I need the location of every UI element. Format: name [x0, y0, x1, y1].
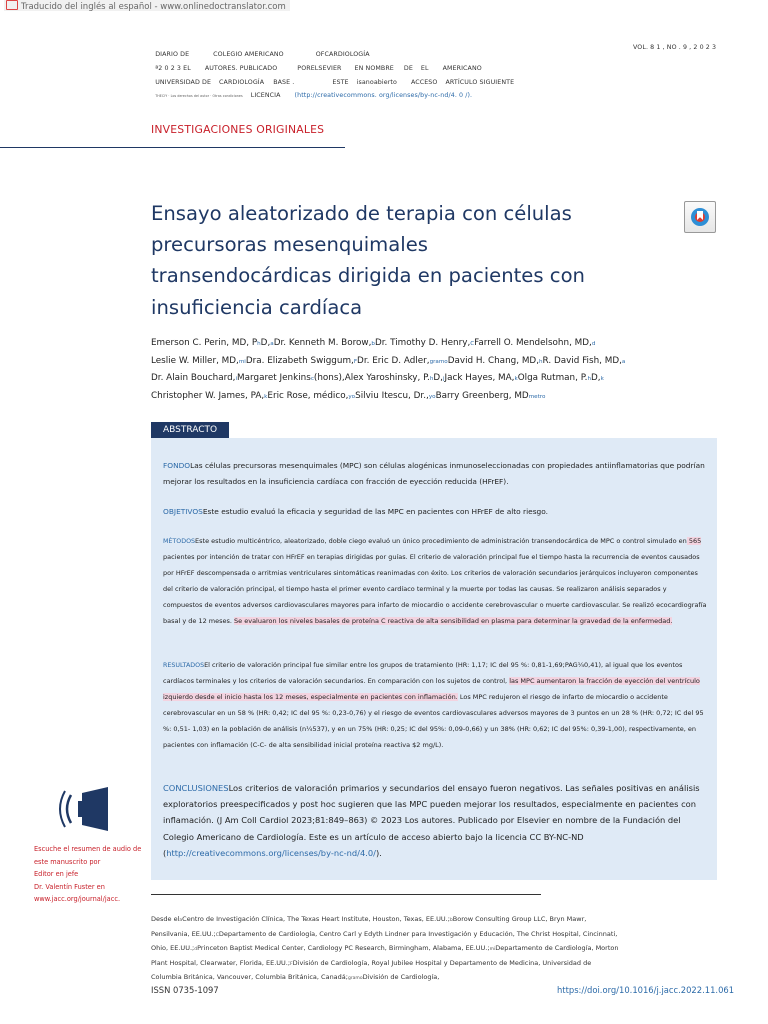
- author-name: Alex Yaroshinsky, P.: [344, 373, 430, 384]
- journal-header-line-4: [151, 85, 472, 99]
- section-divider: [0, 147, 345, 148]
- author-name: Dra. Elizabeth Swiggum,: [245, 355, 354, 366]
- issn: ISSN 0735-1097: [151, 985, 219, 995]
- header-text: isanoabierto: [356, 79, 397, 86]
- affiliation-text: División de Cardiología,: [362, 973, 440, 982]
- abstract-tag: ABSTRACTO: [151, 422, 229, 438]
- header-text: OFCARDIOLOGÍA: [315, 51, 370, 58]
- header-text: LICENCIA: [250, 92, 281, 99]
- author-affil[interactable]: b: [371, 341, 375, 347]
- journal-header-line-2: [151, 58, 482, 72]
- author-name: D,: [591, 373, 601, 384]
- license-link[interactable]: http://creativecommons.org/licenses/by-nc-nd/4.0/: [166, 847, 376, 858]
- audio-caption-line: Editor en jefe: [34, 870, 79, 879]
- affil-marker: gramo: [347, 976, 363, 982]
- author-affil[interactable]: yo: [348, 393, 356, 400]
- header-text: EN NOMBRE: [354, 65, 394, 72]
- affiliation-text: Princeton Baptist Medical Center, Cardiology PC Research, Birmingham, Alabama, EE.UU.;: [197, 944, 490, 953]
- header-tiny-text: THECIY · Los derechos del autor · Otras condiciones: [155, 94, 243, 98]
- speaker-icon[interactable]: [58, 787, 110, 831]
- author-name: Dr. Eric D. Adler,: [357, 355, 430, 366]
- affiliation-text: Departamento de Cardiología, Morton Plant Hospital, Clearwater, Florida, EE.UU.;: [151, 944, 619, 967]
- author-name: Silviu Itescu, Dr.,: [355, 390, 429, 401]
- author-affil[interactable]: yo: [428, 393, 436, 400]
- header-text: ESTE: [332, 79, 349, 86]
- author-affil[interactable]: i: [235, 376, 238, 383]
- affil-marker: a: [179, 918, 183, 923]
- abstract-text: pacientes por intención de tratar con HFrEF en terapias dirigidas por guías. El criterio de valoración principal fue el tiempo hasta la recurrencia de eventos causados por HFrEF descompensada o arritmias ventriculares sintomáticas reanimadas con éxito. Los criterios de valoración secundarios jerárquicos incluyeron componentes del criterio de valoración principal, el tiempo hasta el primer evento cardíaco terminal y la muerte por todas las causas. Se realizaron análisis separados y compuestos de eventos adversos cardiovasculares mayores para infarto de miocardio o accidente cerebrovascular o muerte cardiovascular. Se realizó ecocardiografía basal y de 12 meses.: [163, 552, 707, 625]
- author-name: Dr. Alain Bouchard,: [151, 373, 236, 384]
- author-affil[interactable]: c: [310, 376, 314, 383]
- author-name: D,: [260, 338, 271, 348]
- abstract-label: MÉTODOS: [163, 538, 196, 545]
- affil-marker: mi: [489, 947, 496, 953]
- author-name: Emerson C. Perin, MD, P: [151, 338, 258, 348]
- abstract-text: Los criterios de valoración primarios y secundarios del ensayo fueron negativos. Las señales positivas en análisis exploratorios preespecificados y post hoc sugieren que las MPC pueden mejorar los resultados, especialmente en pacientes con inflamación. (J Am Coll Cardiol 2023;81:849–863) © 2023 Los autores. Publicado por Elsevier en nombre de la Fundación del Colegio Americano de Cardiología. Este es un artículo de acceso abierto bajo la licencia CC BY-NC-ND (: [163, 783, 700, 858]
- author-affil[interactable]: mi: [238, 358, 246, 365]
- footnote-divider: [151, 894, 541, 895]
- author-affil: h: [257, 341, 261, 347]
- abstract-conclusions: [163, 780, 708, 861]
- highlight: las MPC aumentaron la fracción de eyección del ventrículo izquierdo desde el inicio hasta los 12 meses, especialmente en pacientes con inflamación.: [163, 676, 700, 701]
- author-name: David H. Chang, MD,: [447, 355, 539, 366]
- header-text: BASE .: [273, 79, 295, 86]
- highlight: 565: [686, 537, 702, 545]
- author-name: Farrell O. Mendelsohn, MD,: [474, 338, 592, 348]
- affil-marker: d: [194, 947, 198, 953]
- affil-marker: b: [449, 918, 453, 923]
- author-name: Dr. Kenneth M. Borow,: [273, 338, 372, 348]
- author-affil[interactable]: h: [429, 376, 434, 383]
- header-text: ACCESO: [410, 79, 438, 86]
- abstract-text: ).: [375, 847, 382, 858]
- author-name: Jack Hayes, MA,: [444, 373, 515, 384]
- author-affil[interactable]: j: [442, 376, 445, 383]
- author-name: R. David Fish, MD,: [542, 355, 622, 366]
- author-affil[interactable]: a: [621, 358, 626, 365]
- author-affil[interactable]: h: [539, 358, 543, 365]
- author-name: (hons),: [313, 373, 345, 384]
- header-text: CARDIOLOGÍA: [219, 79, 265, 86]
- header-text: EL: [420, 65, 429, 72]
- abstract-text: Las células precursoras mesenquimales (MPC) son células alogénicas inmunoseleccionadas con propiedades antiinflamatorias que podrían mejorar los resultados en la insuficiencia cardíaca con fracción de eyección reducida (HFrEF).: [163, 461, 705, 486]
- abstract-text: Este estudio multicéntrico, aleatorizado, doble ciego evaluó un único procedimiento de administración transendocárdica de MPC o control simulado en: [195, 537, 687, 545]
- journal-header-line-1: [151, 44, 370, 58]
- audio-caption[interactable]: [34, 843, 144, 906]
- affiliation-text: Desde el: [151, 915, 180, 923]
- abstract-objectives: [163, 504, 708, 520]
- author-name: Leslie W. Miller, MD,: [151, 355, 239, 366]
- affiliation-text: División de Cardiología, Royal Jubilee Hospital y Departamento de Medicina, Universidad de Columbia Británica, Vancouver, Columbia Británica, Canadá;: [151, 958, 592, 982]
- header-text: AUTORES. PUBLICADO: [204, 65, 278, 72]
- author-name: Eric Rose, médico,: [267, 390, 349, 401]
- audio-caption-line: Dr. Valentín Fuster en: [34, 882, 105, 891]
- author-line-4: [151, 388, 721, 406]
- abstract-text: Este estudio evaluó la eficacia y seguridad de las MPC en pacientes con HFrEF de alto riesgo.: [202, 507, 548, 516]
- translate-icon: [6, 0, 18, 10]
- author-affil[interactable]: h: [587, 376, 591, 383]
- author-list: [151, 335, 721, 405]
- abstract-label: CONCLUSIONES: [163, 783, 229, 793]
- abstract-background: [163, 458, 708, 490]
- affil-marker: F: [290, 961, 293, 967]
- header-text: DIARIO DE: [155, 51, 190, 58]
- header-text: ª2 0 2 3 EL: [155, 65, 191, 72]
- abstract-text: Los MPC redujeron el riesgo de infarto de miocardio o accidente cerebrovascular en un 58 % (HR: 0,42; IC del 95 %: 0,23-0,76) y el riesgo de eventos cardiovasculares adversos mayores de 3 puntos en un 28 % (HR: 0,72; IC del 95 %: 0,51- 1,03) en la población de análisis (n¼537), y en un 75% (HR: 0,25; IC del 95%: 0,09-0,66) y un 38% (HR: 0,62; IC del 95%: 0,39-1,00), respectivamente, en pacientes con inflamación (C-C- de alta sensibilidad inicial proteína reactiva $2 mg/L).: [163, 692, 704, 749]
- abstract-label: FONDO: [163, 461, 191, 470]
- bookmark-badge[interactable]: [684, 201, 716, 233]
- author-affil[interactable]: C: [470, 341, 475, 347]
- affiliations: [151, 913, 621, 986]
- abstract-text: El criterio de valoración principal fue similar entre los grupos de tratamiento (HR: 1,17; IC del 95 %: 0,81-1,69;PAG¼0,41), al igual que los eventos cardíacos terminales y los criterios de valoración secundarios. En comparación con los sujetos de control,: [163, 661, 683, 685]
- article-title: Ensayo aleatorizado de terapia con células precursoras mesenquimales transendocárdicas dirigida en pacientes con insuficiencia cardíaca: [151, 202, 585, 319]
- volume-info: VOL. 8 1 , NO . 9 , 2 0 2 3: [633, 44, 717, 51]
- header-text: ARTÍCULO SIGUIENTE: [445, 79, 515, 86]
- license-link[interactable]: (http://creativecommons. org/licenses/by-nc-nd/4. 0 /).: [294, 92, 473, 99]
- doi-link[interactable]: https://doi.org/10.1016/j.jacc.2022.11.061: [557, 985, 735, 995]
- affil-marker: C: [215, 932, 219, 938]
- header-text: COLEGIO AMERICANO: [213, 51, 284, 58]
- translator-notice[interactable]: [4, 0, 290, 11]
- abstract-results: [163, 658, 708, 753]
- header-text: PORELSEVIER: [297, 65, 342, 72]
- header-text: AMERICANO: [442, 65, 482, 72]
- highlight: Se evaluaron los niveles basales de proteína C reactiva de alta sensibilidad en plasma para determinar la gravedad de la enfermedad.: [234, 616, 673, 625]
- author-affil[interactable]: k: [600, 376, 604, 383]
- author-affil[interactable]: a: [270, 341, 274, 347]
- author-line-1: [151, 335, 721, 353]
- author-affil[interactable]: d: [591, 341, 596, 347]
- audio-caption-line: este manuscrito por: [34, 857, 101, 866]
- affiliation-text: Borow Consulting Group LLC, Bryn Mawr, Pensilvania, EE.UU.;: [151, 915, 587, 938]
- author-name: Barry Greenberg, MD: [435, 390, 529, 401]
- journal-header-line-3: [151, 72, 514, 86]
- author-name: Olga Rutman, P.: [517, 373, 588, 384]
- author-affil[interactable]: k: [264, 393, 268, 400]
- header-text: UNIVERSIDAD DE: [155, 79, 212, 86]
- affiliation-text: Centro de Investigación Clínica, The Texas Heart Institute, Houston, Texas, EE.UU.;: [182, 915, 450, 923]
- author-name: Margaret Jenkins: [237, 373, 311, 384]
- audio-caption-line: Escuche el resumen de audio de: [34, 845, 142, 853]
- section-tag: INVESTIGACIONES ORIGINALES: [151, 123, 325, 136]
- header-text: DE: [403, 65, 413, 72]
- author-line-3: [151, 370, 721, 388]
- author-affil[interactable]: metro: [528, 393, 546, 400]
- author-name: Christopher W. James, PA,: [151, 390, 265, 401]
- abstract-label: RESULTADOS: [163, 662, 205, 669]
- abstract-methods: [163, 534, 708, 629]
- author-affil[interactable]: F: [353, 358, 358, 365]
- author-name: Dr. Timothy D. Henry,: [374, 338, 471, 348]
- affiliation-text: Departamento de Cardiología, Centro Carl y Edyth Lindner para Investigación y Educación, The Christ Hospital, Cincinnati, Ohio, EE.UU.;: [151, 929, 618, 953]
- abstract-label: OBJETIVOS: [163, 507, 203, 516]
- author-name: D,: [433, 373, 443, 384]
- translator-notice-text: Traducido del inglés al español - www.onlinedoctranslator.com: [21, 2, 286, 12]
- author-affil[interactable]: k: [514, 376, 518, 383]
- author-line-2: [151, 353, 721, 371]
- audio-caption-link[interactable]: www.jacc.org/journal/jacc.: [34, 895, 121, 904]
- author-affil[interactable]: gramo: [429, 358, 448, 365]
